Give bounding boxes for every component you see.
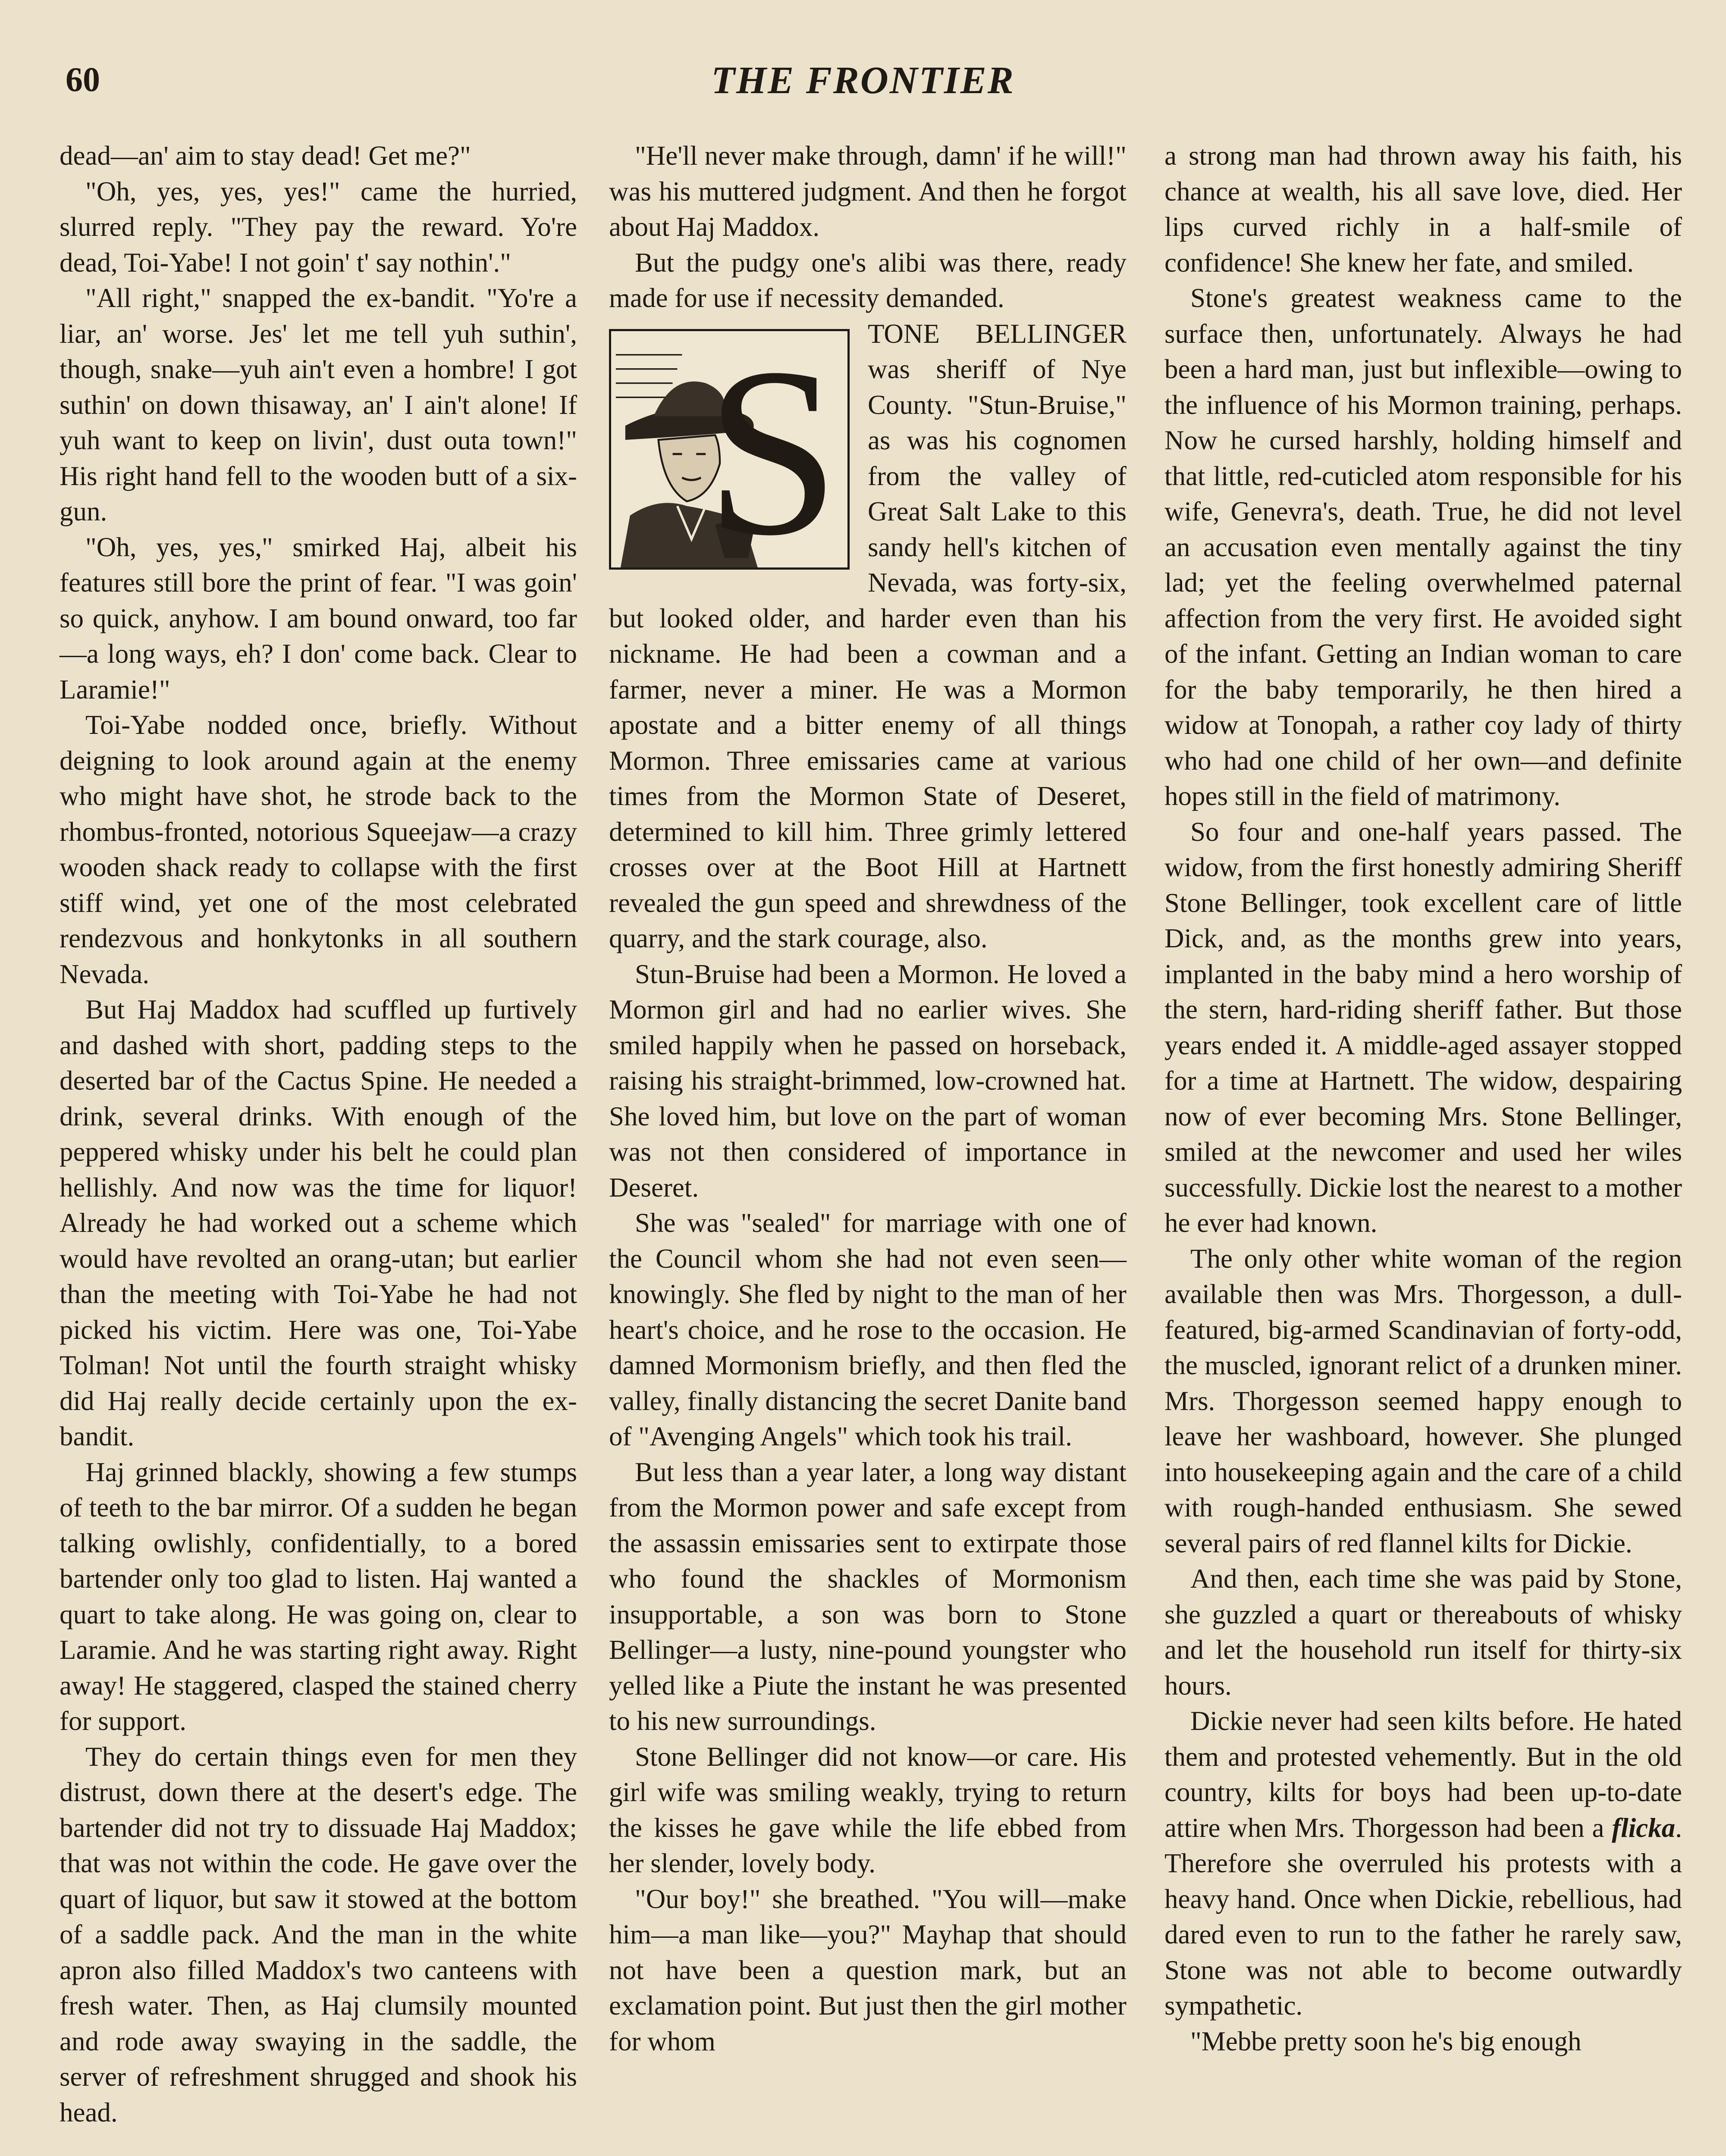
paragraph: Stone Bellinger did not know—or care. His girl wife was smiling weakly, trying to return the kisses he gave while the life ebbed from her slender, lovely body.	[609, 1741, 1127, 1878]
paragraph: "Mebbe pretty soon he's big enough	[1190, 2026, 1582, 2056]
italic-word: flicka	[1612, 1812, 1676, 1843]
paragraph: "He'll never make through, damn' if he will!" was his muttered judgment. And then he forgot about Haj Maddox.	[609, 141, 1127, 242]
paragraph: "Our boy!" she breathed. "You will—make him—a man like—you?" Mayhap that should not have been a question mark, but an exclamation point. But just then the girl mother for whom	[609, 1883, 1127, 2056]
paragraph: Toi-Yabe nodded once, briefly. Without deigning to look around again at the enemy who might have shot, he strode back to the rhombus-fronted, notorious Squeejaw—a crazy wooden shack ready to collapse with the first stiff wind, yet one of the most celebrated rendezvous and honkytonks in all southern Nevada.	[60, 710, 577, 989]
paragraph: "Oh, yes, yes," smirked Haj, albeit his features still bore the print of fear. "I was goin' so quick, anyhow. I am bound onward, too far—a long ways, eh? I don' come back. Clear to Laramie!"	[60, 532, 577, 705]
drop-cap-illustration	[609, 329, 850, 570]
paragraph: "Oh, yes, yes, yes!" came the hurried, slurred reply. "They pay the reward. Yo're dead, Toi-Yabe! I not goin' t' say nothin'."	[60, 176, 577, 278]
drop-cap-letter: S	[705, 329, 840, 570]
paragraph: The only other white woman of the region available then was Mrs. Thorgesson, a dull-featured, big-armed Scandinavian of forty-odd, the muscled, ignorant relict of a drunken miner. Mrs. Thorgesson seemed happy enough to leave her washboard, however. She plunged into housekeeping again and the care of a child with rough-handed enthusiasm. She sewed several pairs of red flannel kilts for Dickie.	[1164, 1243, 1682, 1558]
paragraph: "All right," snapped the ex-bandit. "Yo're a liar, an' worse. Jes' let me tell yuh suthin', though, snake—yuh ain't even a hombre! I got suthin' on down thisaway, an' I ain't alone! If yuh want to keep on livin', dust outa town!" His right hand fell to the wooden butt of a six-gun.	[60, 283, 577, 526]
paragraph: But the pudgy one's alibi was there, ready made for use if necessity demanded.	[609, 247, 1127, 313]
text-run: . Therefore she overruled his protests with a heavy hand. Once when Dickie, rebellious, had dared even to run to the father he rarely saw, Stone was not able to become outwardly sympathetic.	[1164, 1812, 1682, 2021]
text-run: Dickie never had seen kilts before. He hated them and protested vehemently. But in the old country, kilts for boys had been up-to-date attire when Mrs. Thorgesson had been a	[1164, 1706, 1682, 1843]
paragraph: a strong man had thrown away his faith, his chance at wealth, his all save love, died. Her lips curved richly in a half-smile of confidence! She knew her fate, and smiled.	[1164, 141, 1682, 278]
paragraph: dead—an' aim to stay dead! Get me?"	[60, 141, 471, 171]
paragraph: So four and one-half years passed. The widow, from the first honestly admiring Sheriff Stone Bellinger, took excellent care of little Dick, and, as the months grew into years, implanted in the baby mind a hero worship of the stern, hard-riding sheriff father. But those years ended it. A middle-aged assayer stopped for a time at Hartnett. The widow, despairing now of ever becoming Mrs. Stone Bellinger, smiled at the newcomer and used her wiles successfully. Dickie lost the nearest to a mother he ever had known.	[1164, 816, 1682, 1238]
magazine-title: THE FRONTIER	[711, 59, 1015, 102]
page-number: 60	[66, 61, 100, 99]
paragraph: They do certain things even for men they distrust, down there at the desert's edge. The bartender did not try to dissuade Haj Maddox; that was not within the code. He gave over the quart of liquor, but saw it stowed at the bottom of a saddle pack. And the man in the white apron also filled Maddox's two canteens with fresh water. Then, as Haj clumsily mounted and rode away swaying in the saddle, the server of refreshment shrugged and shook his head.	[60, 1741, 577, 2128]
paragraph	[1164, 1703, 1682, 2024]
column-3	[1164, 138, 1682, 2059]
paragraph: Stun-Bruise had been a Mormon. He loved a Mormon girl and had no earlier wives. She smiled happily when he passed on horseback, raising his straight-brimmed, low-crowned hat. She loved him, but love on the part of woman was not then considered of importance in Deseret.	[609, 959, 1127, 1203]
paragraph: Haj grinned blackly, showing a few stumps of teeth to the bar mirror. Of a sudden he began talking owlishly, confidentially, to a bored bartender only too glad to listen. Haj wanted a quart to take along. He was going on, clear to Laramie. And he was starting right away. Right away! He staggered, clasped the stained cherry for support.	[60, 1457, 577, 1736]
column-2	[609, 138, 1127, 2059]
paragraph: TONE BELLINGER was sheriff of Nye County. "Stun-Bruise," as was his cognomen from the valley of Great Salt Lake to this sandy hell's kitchen of Nevada, was forty-six, but looked older, and harder even than his nickname. He had been a cowman and a farmer, never a miner. He was a Mormon apostate and a bitter enemy of all things Mormon. Three emissaries came at various times from the Mormon State of Deseret, determined to kill him. Three grimly lettered crosses over at the Boot Hill at Hartnett revealed the gun speed and shrewdness of the quarry, and the stark courage, also.	[609, 318, 1127, 953]
paragraph: And then, each time she was paid by Stone, she guzzled a quart or thereabouts of whisky and let the household run itself for thirty-six hours.	[1164, 1564, 1682, 1701]
column-1	[60, 138, 577, 2130]
paragraph: But less than a year later, a long way distant from the Mormon power and safe except from the assassin emissaries sent to extirpate those who found the shackles of Mormonism insupportable, a son was born to Stone Bellinger—a lusty, nine-pound youngster who yelled like a Piute the instant he was presented to his new surroundings.	[609, 1457, 1127, 1736]
paragraph: Stone's greatest weakness came to the surface then, unfortunately. Always he had been a hard man, just but inflexible—owing to the influence of his Mormon training, perhaps. Now he cursed harshly, holding himself and that little, red-cuticled atom responsible for his wife, Genevra's, death. True, he did not level an accusation even mentally against the tiny lad; yet the feeling overwhelmed paternal affection from the very first. He avoided sight of the infant. Getting an Indian woman to care for the baby temporarily, he then hired a widow at Tonopah, a rather coy lady of thirty who had one child of her own—and definite hopes still in the field of matrimony.	[1164, 283, 1682, 811]
paragraph: But Haj Maddox had scuffled up furtively and dashed with short, padding steps to the deserted bar of the Cactus Spine. He needed a drink, several drinks. With enough of the peppered whisky under his belt he could plan hellishly. And now was the time for liquor! Already he had worked out a scheme which would have revolted an orang-utan; but earlier than the meeting with Toi-Yabe he had not picked his victim. Here was one, Toi-Yabe Tolman! Not until the fourth straight whisky did Haj really decide certainly upon the ex-bandit.	[60, 994, 577, 1451]
paragraph: She was "sealed" for marriage with one of the Council whom she had not even seen—knowingly. She fled by night to the man of her heart's choice, and he rose to the occasion. He damned Mormonism briefly, and then fled the valley, finally distancing the secret Danite band of "Avenging Angels" which took his trail.	[609, 1208, 1127, 1451]
